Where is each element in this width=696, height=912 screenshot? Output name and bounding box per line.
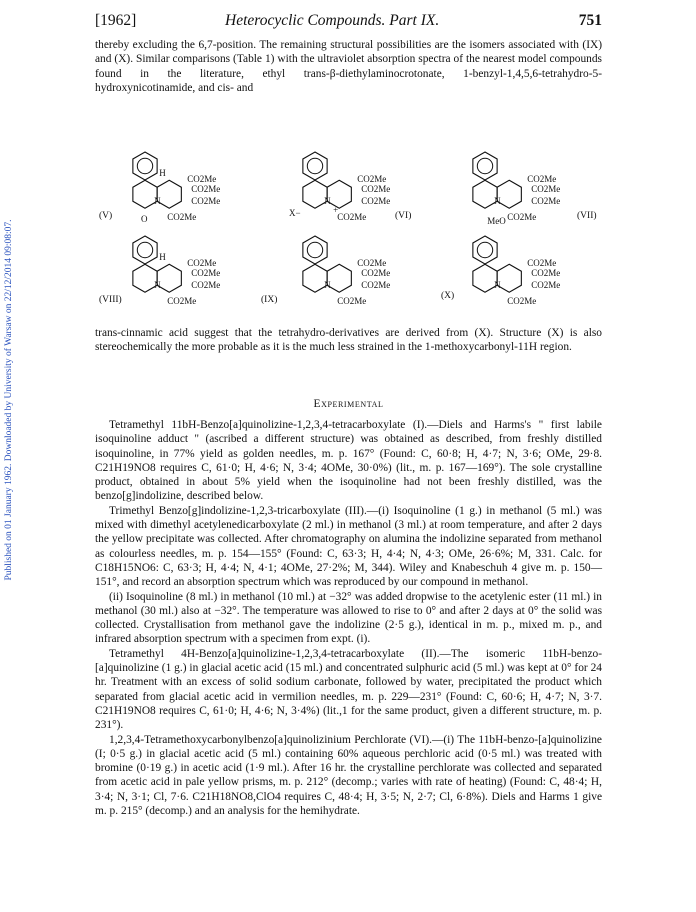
substituent-3: CO2Me xyxy=(191,196,221,207)
nitrogen-atom: N xyxy=(494,196,501,207)
nitrogen-atom: N xyxy=(494,280,501,291)
substituent-1: CO2Me xyxy=(527,258,557,269)
substituent-3: CO2Me xyxy=(531,196,561,207)
structure-scheme-svg xyxy=(95,142,602,312)
substituent-2: CO2Me xyxy=(191,184,221,195)
substituent-4: CO2Me xyxy=(167,296,197,307)
exp-paragraph-5: 1,2,3,4-Tetramethoxycarbonylbenzo[a]quinolizinium Perchlorate (VI).—(i) The 11bH-benzo-[a]quinolizine (I; 0·5 g.) in glacial acetic acid (5 ml.) containing 60% aqueous perchloric acid (0·5 ml.) was treated with bromine (0·19 g.) in acetic acid (1·9 ml.). After 16 hr. the crystalline perchlorate was collected and separated from acetic acid in pale yellow prisms, m. p. 212° (decomp.; varies with rate of heating) (Found: C, 48·4; H, 3·4; N, 3·1; Cl, 7·6. C21H18NO8,ClO4 requires C, 48·4; H, 3·5; N, 2·7; Cl, 6·8%). Diels and Harms 1 give m. p. 215° (decomp.) and an analysis for the hemihydrate. xyxy=(95,733,602,818)
substituent-3: CO2Me xyxy=(361,196,391,207)
experimental-body xyxy=(95,418,602,818)
substituent-4: CO2Me xyxy=(337,212,367,223)
structure-5 xyxy=(261,236,390,306)
compound-label: (X) xyxy=(441,291,455,302)
discussion-paragraph: trans-cinnamic acid suggest that the tetrahydro-derivatives are derived from (X). Structure (X) is also stereochemically the more probable as it is the much less strained in the 1-methoxycarbonyl-11H region. xyxy=(95,327,602,354)
structure-4 xyxy=(99,236,220,306)
structure-scheme xyxy=(95,142,602,312)
substituent-2: CO2Me xyxy=(191,268,221,279)
exp-paragraph-1: Tetramethyl 11bH-Benzo[a]quinolizine-1,2,3,4-tetracarboxylate (I).—Diels and Harms's " first labile isoquinoline adduct " (ascribed a different structure) was obtained as described, from freshly distilled isoquinoline, in 77% yield as golden needles, m. p. 167° (Found: C, 60·8; H, 4·7; N, 3·6; OMe, 29·8. C21H19NO8 requires C, 61·0; H, 4·6; N, 3·4; 4OMe, 30·0%) (lit., m. p. 167—169°). The sole crystalline product, obtained in about 5% yield when the isoquinoline had not been freshly distilled, was the benzo[g]indolizine, described below. xyxy=(95,419,602,503)
substituent-4: CO2Me xyxy=(337,296,367,307)
intro-paragraph: thereby excluding the 6,7-position. The remaining structural possibilities are the isomers associated with (IX) and (X). Similar comparisons (Table 1) with the ultraviolet absorption spectra of the nearest model compounds found in the literature, ethyl trans-β-diethylaminocrotonate, 1-benzyl-1,4,5,6-tetrahydro-5-hydroxynicotinamide, and cis- and xyxy=(95,39,602,94)
substituent-3: CO2Me xyxy=(191,280,221,291)
extra-label-0: H xyxy=(159,252,166,263)
substituent-2: CO2Me xyxy=(531,184,561,195)
structure-3 xyxy=(473,152,597,226)
compound-label: (VII) xyxy=(577,211,597,222)
page-header xyxy=(95,10,602,34)
substituent-2: CO2Me xyxy=(361,268,391,279)
header-running-title: Heterocyclic Compounds. Part IX. xyxy=(225,12,440,29)
publication-side-note: Published on 01 January 1962. Downloaded by University of Warsaw on 22/12/2014 09:08:07. xyxy=(4,219,14,581)
structure-6 xyxy=(441,236,560,306)
compound-label: (V) xyxy=(99,211,113,222)
substituent-2: CO2Me xyxy=(531,268,561,279)
substituent-2: CO2Me xyxy=(361,184,391,195)
substituent-1: CO2Me xyxy=(527,174,557,185)
exp-paragraph-2: Trimethyl Benzo[g]indolizine-1,2,3-tricarboxylate (III).—(i) Isoquinoline (1 g.) in methanol (5 ml.) was mixed with dimethyl acetylenedicarboxylate (2 ml.) in methanol (3 ml.) at room temperature, and after 2 days the yellow precipitate was collected. After chromatography on alumina the indolizine separated from methanol as colourless needles, m. p. 154—155° (Found: C, 63·3; H, 4·4; N, 4·3; OMe, 26·6%; M, 331. Calc. for C18H15NO6: C, 63·3; H, 4·4; N, 4·1; 4OMe, 27·2%; M, 344). Wiley and Knabeschuh 4 give m. p. 150—151°, and record an absorption spectrum which was reproduced by our compound in methanol. xyxy=(95,504,602,589)
substituent-3: CO2Me xyxy=(361,280,391,291)
substituent-1: CO2Me xyxy=(357,258,387,269)
substituent-1: CO2Me xyxy=(187,258,217,269)
nitrogen-atom: N xyxy=(154,280,161,291)
extra-label-1: + xyxy=(333,205,339,216)
substituent-4: CO2Me xyxy=(507,296,537,307)
substituent-1: CO2Me xyxy=(357,174,387,185)
substituent-1: CO2Me xyxy=(187,174,217,185)
substituent-4: CO2Me xyxy=(167,212,197,223)
extra-label-0: H xyxy=(159,168,166,179)
exp-paragraph-3: (ii) Isoquinoline (8 ml.) in methanol (10 ml.) at −32° was added dropwise to the acetylenic ester (11 ml.) in methanol (30 ml.) also at −32°. The temperature was allowed to rise to 0° and after 2 days at 0° the solid was collected. Crystallisation from methanol gave the indolizine (2·5 g.), identical in m. p., mixed m. p., and infrared absorption spectrum with a specimen from expt. (i). xyxy=(95,590,602,646)
compound-label: (VI) xyxy=(395,211,412,222)
compound-label: (IX) xyxy=(261,295,278,306)
structure-1 xyxy=(99,152,220,224)
header-page-number: 751 xyxy=(578,12,602,29)
nitrogen-atom: N xyxy=(154,196,161,207)
nitrogen-atom: N xyxy=(324,280,331,291)
exp-paragraph-4: Tetramethyl 4H-Benzo[a]quinolizine-1,2,3,4-tetracarboxylate (II).—The isomeric 11bH-benzo-[a]quinolizine (1 g.) in glacial acetic acid (15 ml.) and concentrated sulphuric acid (5 ml.) was kept at 0° for 24 hr. Treatment with an excess of solid sodium carbonate, followed by water, precipitated the product which separated from glacial acetic acid in vermilion needles, m. p. 229—231° (Found: C, 60·6; H, 4·7; N, 3·7. C21H19NO8 requires C, 61·0; H, 4·6; N, 3·4%) (lit.,1 for the same product, given a different structure, m. p. 231°). xyxy=(95,647,602,732)
section-heading-experimental: Experimental xyxy=(313,398,384,410)
header-year: [1962] xyxy=(95,12,137,29)
substituent-4: CO2Me xyxy=(507,212,537,223)
nitrogen-atom: N xyxy=(324,196,331,207)
compound-label: (VIII) xyxy=(99,295,122,306)
substituent-3: CO2Me xyxy=(531,280,561,291)
structure-2 xyxy=(289,152,411,222)
extra-label-0: X− xyxy=(289,208,301,219)
extra-label-0: MeO xyxy=(487,216,506,227)
extra-label-1: O xyxy=(141,214,148,225)
